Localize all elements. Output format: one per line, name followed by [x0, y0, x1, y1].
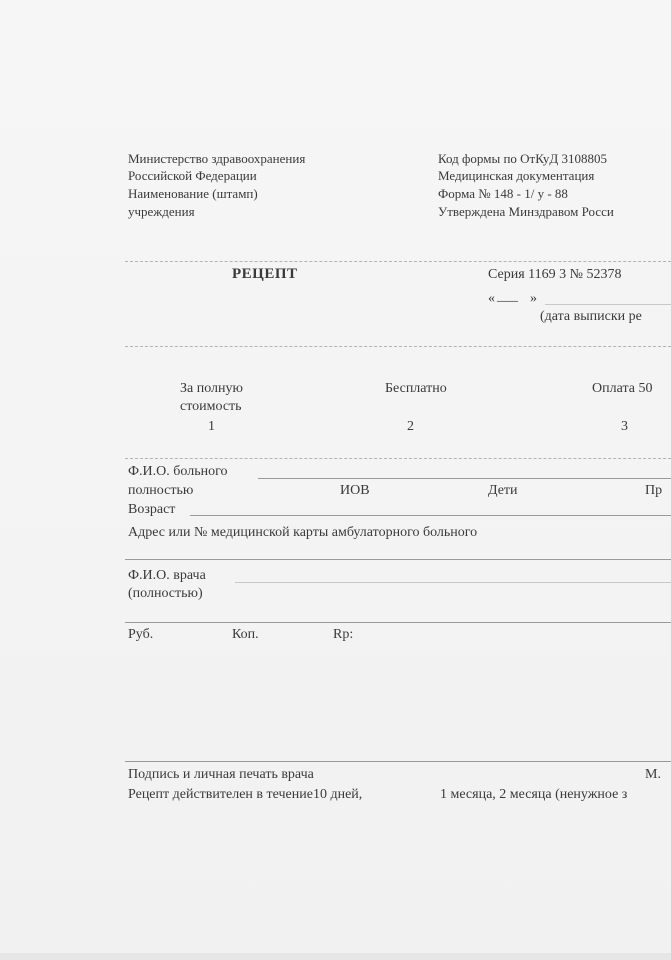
- ministry-line-1: Министерство здравоохранения: [128, 151, 306, 166]
- payment-num-2: 2: [407, 419, 414, 434]
- date-day-blank: ___: [497, 289, 518, 304]
- date-quote-open: «: [488, 291, 495, 306]
- age-line: [190, 515, 671, 516]
- kop-label: Коп.: [232, 627, 259, 642]
- free-label: Бесплатно: [385, 381, 447, 396]
- address-line: [125, 559, 671, 560]
- approval-line: Утверждена Минздравом Росси: [438, 204, 614, 219]
- patient-name-line: [258, 478, 671, 479]
- series-number: Серия 1169 3 № 52378: [488, 267, 622, 282]
- divider-payment-bottom: [125, 458, 671, 459]
- patient-name-label: Ф.И.О. больного: [128, 464, 228, 479]
- date-line: [545, 304, 671, 305]
- full-cost-line-2: стоимость: [180, 399, 242, 414]
- other-label: Пр: [645, 483, 663, 498]
- divider-payment-top: [125, 346, 671, 347]
- children-label: Дети: [488, 483, 518, 498]
- full-cost-line-1: За полную: [180, 381, 243, 396]
- form-code: Код формы по ОтКуД 3108805: [438, 151, 608, 166]
- signature-label: Подпись и личная печать врача: [128, 767, 314, 782]
- institution-label: учреждения: [128, 204, 195, 219]
- validity-label: Рецепт действителен в течение10 дней,: [128, 787, 363, 802]
- validity-options: 1 месяца, 2 месяца (ненужное з: [440, 787, 628, 802]
- date-caption: (дата выписки ре: [540, 309, 642, 324]
- divider-rx: [125, 622, 671, 623]
- page-edge: [0, 953, 671, 960]
- half-pay-label: Оплата 50: [592, 381, 653, 396]
- rub-label: Руб.: [128, 627, 154, 642]
- form-title: РЕЦЕПТ: [232, 266, 298, 282]
- form-number: Форма № 148 - 1/ у - 88: [438, 186, 568, 201]
- stamp-place-label: М.: [645, 767, 661, 782]
- doctor-name-line: [235, 582, 671, 583]
- payment-num-3: 3: [621, 419, 628, 434]
- divider-header: [125, 261, 671, 262]
- iov-label: ИОВ: [340, 483, 370, 498]
- age-label: Возраст: [128, 502, 176, 517]
- doctor-name-label: Ф.И.О. врача: [128, 568, 206, 583]
- divider-signature: [125, 761, 671, 762]
- address-label: Адрес или № медицинской карты амбулаторного больного: [128, 525, 478, 540]
- medical-docs-label: Медицинская документация: [438, 168, 595, 183]
- stamp-label: Наименование (штамп): [128, 186, 258, 201]
- date-quote-close: »: [530, 291, 537, 306]
- patient-fully-label: полностью: [128, 483, 194, 498]
- ministry-line-2: Российской Федерации: [128, 168, 257, 183]
- payment-num-1: 1: [208, 419, 215, 434]
- rp-label: Rp:: [333, 627, 354, 642]
- doctor-fully-label: (полностью): [128, 586, 203, 601]
